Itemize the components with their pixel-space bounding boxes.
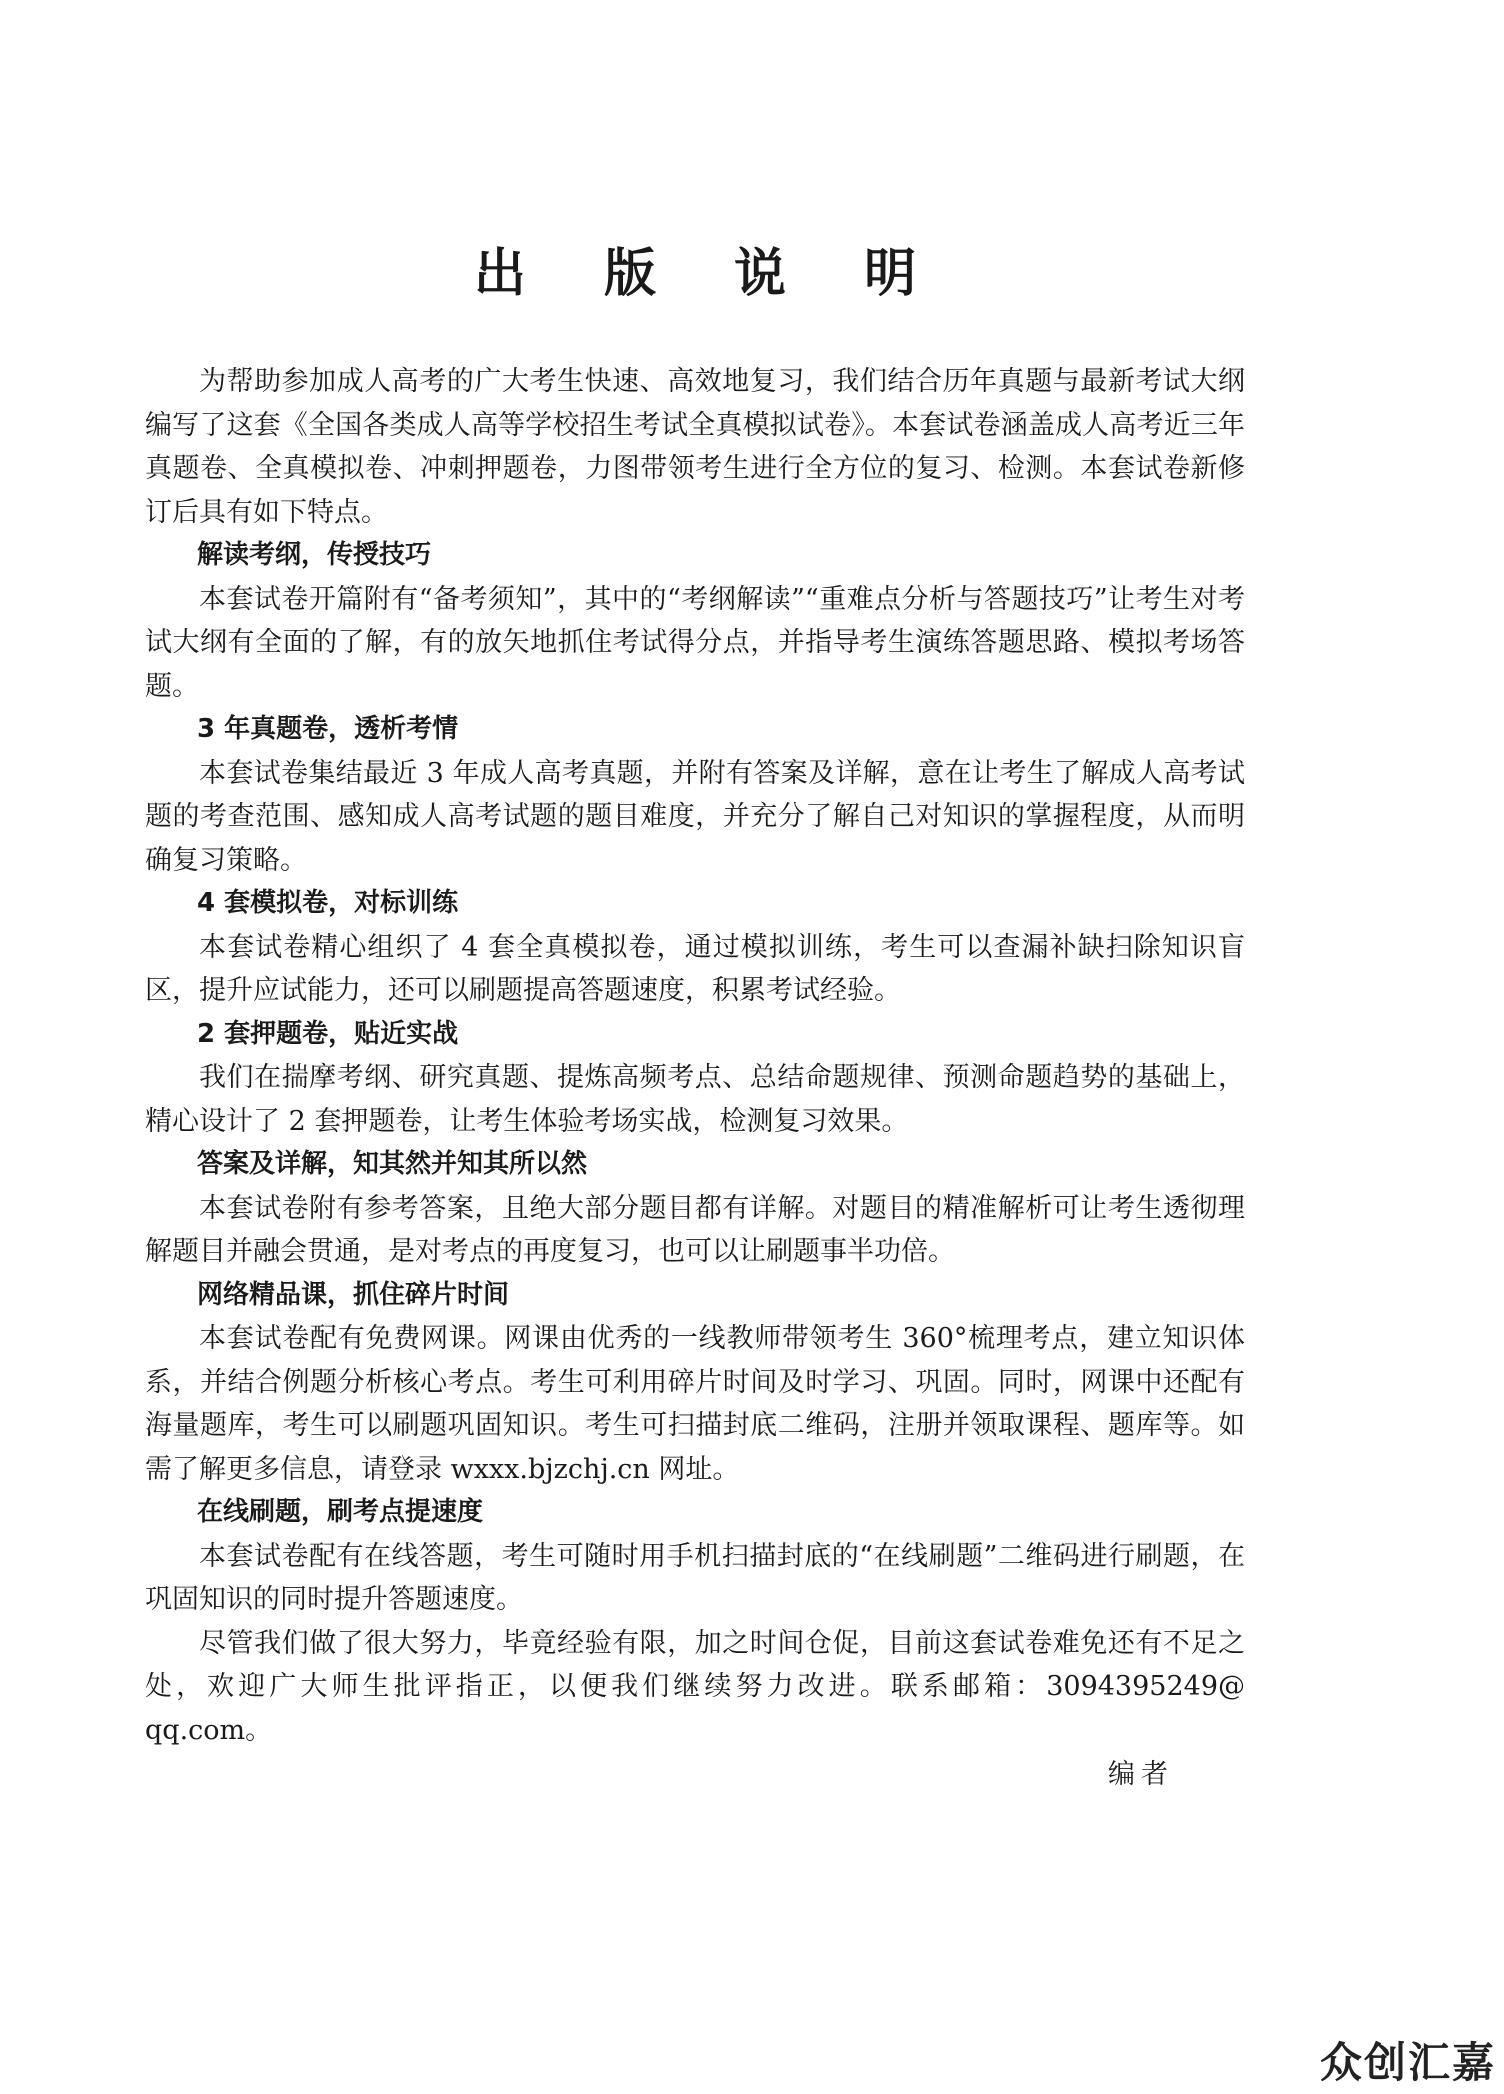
section-heading-online-course: 网络精品课，抓住碎片时间	[197, 1279, 510, 1310]
document-body	[145, 360, 1245, 1752]
section-text-mock-exams: 本套试卷精心组织了 4 套全真模拟卷，通过模拟训练，考生可以查漏补缺扫除知识盲区，提升应试能力，还可以刷题提高答题速度，积累考试经验。	[145, 931, 1245, 1006]
page-title: 出 版 说 明	[473, 244, 947, 304]
section-heading-online-practice: 在线刷题，刷考点提速度	[197, 1497, 484, 1527]
section-text-online-practice: 本套试卷配有在线答题，考生可随时用手机扫描封底的“在线刷题”二维码进行刷题，在巩固知识的同时提升答题速度。	[145, 1540, 1245, 1615]
section-heading-real-exams: 3 年真题卷，透析考情	[197, 714, 459, 744]
section-text-syllabus: 本套试卷开篇附有“备考须知”，其中的“考纲解读”“重难点分析与答题技巧”让考生对考试大纲有全面的了解，有的放矢地抓住考试得分点，并指导考生演练答题思路、模拟考场答题。	[145, 583, 1245, 702]
intro-paragraph: 为帮助参加成人高考的广大考生快速、高效地复习，我们结合历年真题与最新考试大纲编写了这套《全国各类成人高等学校招生考试全真模拟试卷》。本套试卷涵盖成人高考近三年真题卷、全真模拟卷、冲刺押题卷，力图带领考生进行全方位的复习、检测。本套试卷新修订后具有如下特点。	[145, 366, 1245, 528]
section-heading-syllabus: 解读考纲，传授技巧	[197, 540, 432, 570]
closing-paragraph: 尽管我们做了很大努力，毕竟经验有限，加之时间仓促，目前这套试卷难免还有不足之处，欢迎广大师生批评指正，以便我们继续努力改进。联系邮箱：3094395249@ qq.com。	[145, 1627, 1245, 1746]
signature: 编者	[1108, 1759, 1174, 1790]
section-text-online-course: 本套试卷配有免费网课。网课由优秀的一线教师带领考生 360°梳理考点，建立知识体系，并结合例题分析核心考点。考生可利用碎片时间及时学习、巩固。同时，网课中还配有海量题库，考生可以刷题巩固知识。考生可扫描封底二维码，注册并领取课程、题库等。如需了解更多信息，请登录 wxxx.bjzchj.cn 网址。	[145, 1323, 1245, 1485]
section-heading-answers: 答案及详解，知其然并知其所以然	[197, 1149, 588, 1179]
section-heading-predicted-exams: 2 套押题卷，贴近实战	[197, 1018, 459, 1049]
watermark-logo: 众创汇嘉	[1319, 2038, 1496, 2087]
section-text-predicted-exams: 我们在揣摩考纲、研究真题、提炼高频考点、总结命题规律、预测命题趋势的基础上，精心设计了 2 套押题卷，让考生体验考场实战，检测复习效果。	[145, 1062, 1245, 1137]
section-text-answers: 本套试卷附有参考答案，且绝大部分题目都有详解。对题目的精准解析可让考生透彻理解题目并融会贯通，是对考点的再度复习，也可以让刷题事半功倍。	[145, 1192, 1245, 1267]
section-heading-mock-exams: 4 套模拟卷，对标训练	[197, 888, 459, 918]
section-text-real-exams: 本套试卷集结最近 3 年成人高考真题，并附有答案及详解，意在让考生了解成人高考试题的考查范围、感知成人高考试题的题目难度，并充分了解自己对知识的掌握程度，从而明确复习策略。	[145, 757, 1245, 876]
